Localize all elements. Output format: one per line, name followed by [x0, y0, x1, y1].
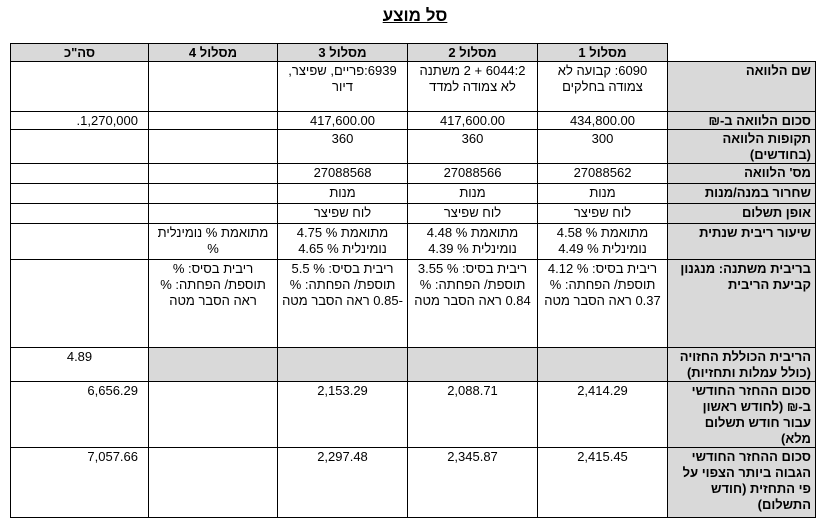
cell: לוח שפיצר	[538, 204, 668, 224]
cell: 360	[278, 130, 408, 164]
cell	[149, 348, 278, 382]
cell: 1,270,000.	[11, 112, 149, 130]
cell	[11, 204, 149, 224]
cell: ריבית בסיס: % תוספת/ הפחתה: % ראה הסבר מטה	[149, 260, 278, 348]
cell	[408, 348, 538, 382]
cell	[149, 382, 278, 448]
cell: 6044:2 + 2 משתנה לא צמודה למדד	[408, 62, 538, 112]
cell: לוח שפיצר	[278, 204, 408, 224]
row-release	[11, 184, 816, 204]
row-label: סכום ההחזר החודשי ב-₪ (לחודש ראשון עבור חודש תשלום מלא)	[668, 382, 816, 448]
cell	[11, 62, 149, 112]
cell: 6090: קבועה לא צמודה בחלקים	[538, 62, 668, 112]
cell: 417,600.00	[408, 112, 538, 130]
row-payment-method	[11, 204, 816, 224]
cell	[149, 204, 278, 224]
cell: 2,153.29	[278, 382, 408, 448]
header-route-1: מסלול 1	[538, 44, 668, 62]
cell: 7,057.66	[11, 448, 149, 518]
cell: 360	[408, 130, 538, 164]
cell: מתואמת % 4.58 נומינלית % 4.49	[538, 224, 668, 260]
cell: מנות	[408, 184, 538, 204]
cell	[149, 62, 278, 112]
cell	[149, 164, 278, 184]
cell	[11, 164, 149, 184]
cell: 4.89	[11, 348, 149, 382]
cell: 417,600.00	[278, 112, 408, 130]
cell: 27088566	[408, 164, 538, 184]
cell	[149, 112, 278, 130]
cell: מנות	[278, 184, 408, 204]
cell	[149, 130, 278, 164]
row-rate-mechanism	[11, 260, 816, 348]
row-max-payment	[11, 448, 816, 518]
row-label: מס' הלוואה	[668, 164, 816, 184]
row-label: סכום הלוואה ב-₪	[668, 112, 816, 130]
cell: מנות	[538, 184, 668, 204]
row-label: בריבית משתנה: מנגנון קביעת הריבית	[668, 260, 816, 348]
cell: 2,415.45	[538, 448, 668, 518]
cell: 6939:פריים, שפיצר, דיור	[278, 62, 408, 112]
header-route-4: מסלול 4	[149, 44, 278, 62]
header-corner	[668, 44, 816, 62]
cell: לוח שפיצר	[408, 204, 538, 224]
cell	[278, 348, 408, 382]
cell: ריבית בסיס: % 4.12 תוספת/ הפחתה: % 0.37 ראה הסבר מטה	[538, 260, 668, 348]
cell: מתואמת % 4.48 נומינלית % 4.39	[408, 224, 538, 260]
row-loan-period	[11, 130, 816, 164]
cell: 27088562	[538, 164, 668, 184]
loan-offer-table	[10, 43, 816, 518]
cell	[11, 130, 149, 164]
row-label: סכום ההחזר החודשי הגבוה ביותר הצפוי על פי התחזית (חודש התשלום)	[668, 448, 816, 518]
cell	[11, 260, 149, 348]
header-row	[11, 44, 816, 62]
cell: מתואמת % נומינלית %	[149, 224, 278, 260]
row-label: שם הלוואה	[668, 62, 816, 112]
header-route-3: מסלול 3	[278, 44, 408, 62]
cell	[538, 348, 668, 382]
row-loan-amount	[11, 112, 816, 130]
row-label: הריבית הכוללת החזויה (כולל עמלות ותחזיות)	[668, 348, 816, 382]
cell: 6,656.29	[11, 382, 149, 448]
header-route-2: מסלול 2	[408, 44, 538, 62]
cell: מתואמת % 4.75 נומינלית % 4.65	[278, 224, 408, 260]
cell: 27088568	[278, 164, 408, 184]
header-total: סה"כ	[11, 44, 149, 62]
row-total-rate	[11, 348, 816, 382]
cell	[149, 448, 278, 518]
cell: 434,800.00	[538, 112, 668, 130]
cell: ריבית בסיס: % 3.55 תוספת/ הפחתה: % 0.84 ראה הסבר מטה	[408, 260, 538, 348]
row-label: תקופות הלוואה (בחודשים)	[668, 130, 816, 164]
row-label: שיעור ריבית שנתית	[668, 224, 816, 260]
row-loan-number	[11, 164, 816, 184]
cell: 300	[538, 130, 668, 164]
row-annual-rate	[11, 224, 816, 260]
row-label: שחרור במנה/מנות	[668, 184, 816, 204]
cell: ריבית בסיס: % 5.5 תוספת/ הפחתה: % -0.85 ראה הסבר מטה	[278, 260, 408, 348]
cell: 2,088.71	[408, 382, 538, 448]
page-title: סל מוצע	[382, 6, 448, 25]
cell	[11, 224, 149, 260]
cell: 2,345.87	[408, 448, 538, 518]
cell	[11, 184, 149, 204]
cell: 2,414.29	[538, 382, 668, 448]
row-monthly-payment	[11, 382, 816, 448]
cell: 2,297.48	[278, 448, 408, 518]
row-loan-name	[11, 62, 816, 112]
cell	[149, 184, 278, 204]
row-label: אופן תשלום	[668, 204, 816, 224]
